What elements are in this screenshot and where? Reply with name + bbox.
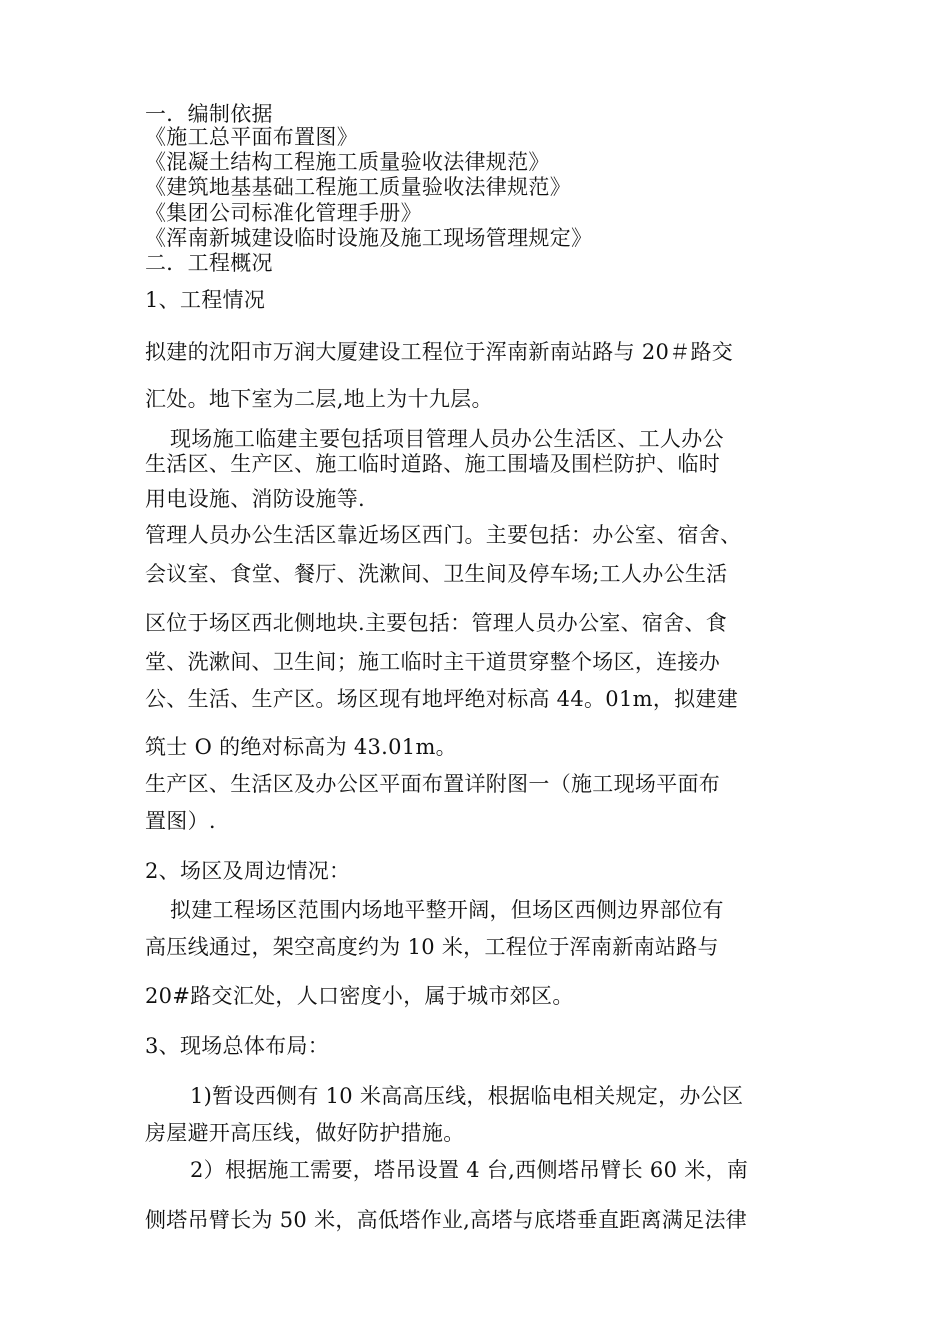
list-item-line: 房屋避开高压线，做好防护措施。 [145, 1121, 465, 1145]
paragraph-line: 区位于场区西北侧地块.主要包括：管理人员办公室、宿舍、食 [145, 611, 728, 635]
paragraph-line: 筑士 O 的绝对标高为 43.01m。 [145, 735, 457, 759]
paragraph-line: 生产区、生活区及办公区平面布置详附图一（施工现场平面布 [145, 772, 721, 796]
reference-item: 《浑南新城建设临时设施及施工现场管理规定》 [145, 226, 593, 250]
paragraph-line: 置图）. [145, 809, 216, 833]
paragraph-line: 堂、洗漱间、卫生间；施工临时主干道贯穿整个场区，连接办 [145, 650, 721, 674]
paragraph-line: 拟建的沈阳市万润大厦建设工程位于浑南新南站路与 20＃路交 [145, 340, 734, 364]
reference-item: 《施工总平面布置图》 [145, 125, 358, 149]
paragraph-line: 管理人员办公生活区靠近场区西门。主要包括：办公室、宿舍、 [145, 523, 742, 547]
paragraph-line: 汇处。地下室为二层,地上为十九层。 [145, 387, 493, 411]
paragraph-line: 现场施工临建主要包括项目管理人员办公生活区、工人办公 [170, 427, 724, 451]
paragraph-line: 高压线通过，架空高度约为 10 米，工程位于浑南新南站路与 [145, 935, 719, 959]
paragraph-line: 会议室、食堂、餐厅、洗漱间、卫生间及停车场;工人办公生活 [145, 562, 728, 586]
paragraph-line: 20#路交汇处，人口密度小，属于城市郊区。 [145, 984, 574, 1008]
section-heading-overview: 二．工程概况 [145, 251, 273, 275]
subsection-title: 2、场区及周边情况： [145, 859, 351, 883]
reference-item: 《建筑地基基础工程施工质量验收法律规范》 [145, 175, 571, 199]
list-item-line: 1)暂设西侧有 10 米高高压线，根据临电相关规定，办公区 [190, 1084, 744, 1108]
paragraph-line: 拟建工程场区范围内场地平整开阔，但场区西侧边界部位有 [170, 898, 724, 922]
section-heading-basis: 一．编制依据 [145, 102, 273, 126]
paragraph-line: 公、生活、生产区。场区现有地坪绝对标高 44。01m，拟建建 [145, 687, 739, 711]
paragraph-line: 生活区、生产区、施工临时道路、施工围墙及围栏防护、临时 [145, 452, 721, 476]
subsection-title: 1、工程情况 [145, 288, 266, 312]
reference-item: 《混凝土结构工程施工质量验收法律规范》 [145, 150, 550, 174]
list-item-line: 2）根据施工需要，塔吊设置 4 台,西侧塔吊臂长 60 米，南 [190, 1158, 749, 1182]
paragraph-line: 用电设施、消防设施等. [145, 487, 365, 511]
subsection-title: 3、现场总体布局： [145, 1034, 330, 1058]
reference-item: 《集团公司标准化管理手册》 [145, 201, 422, 225]
list-item-line: 侧塔吊臂长为 50 米，高低塔作业,高塔与底塔垂直距离满足法律 [145, 1208, 748, 1232]
